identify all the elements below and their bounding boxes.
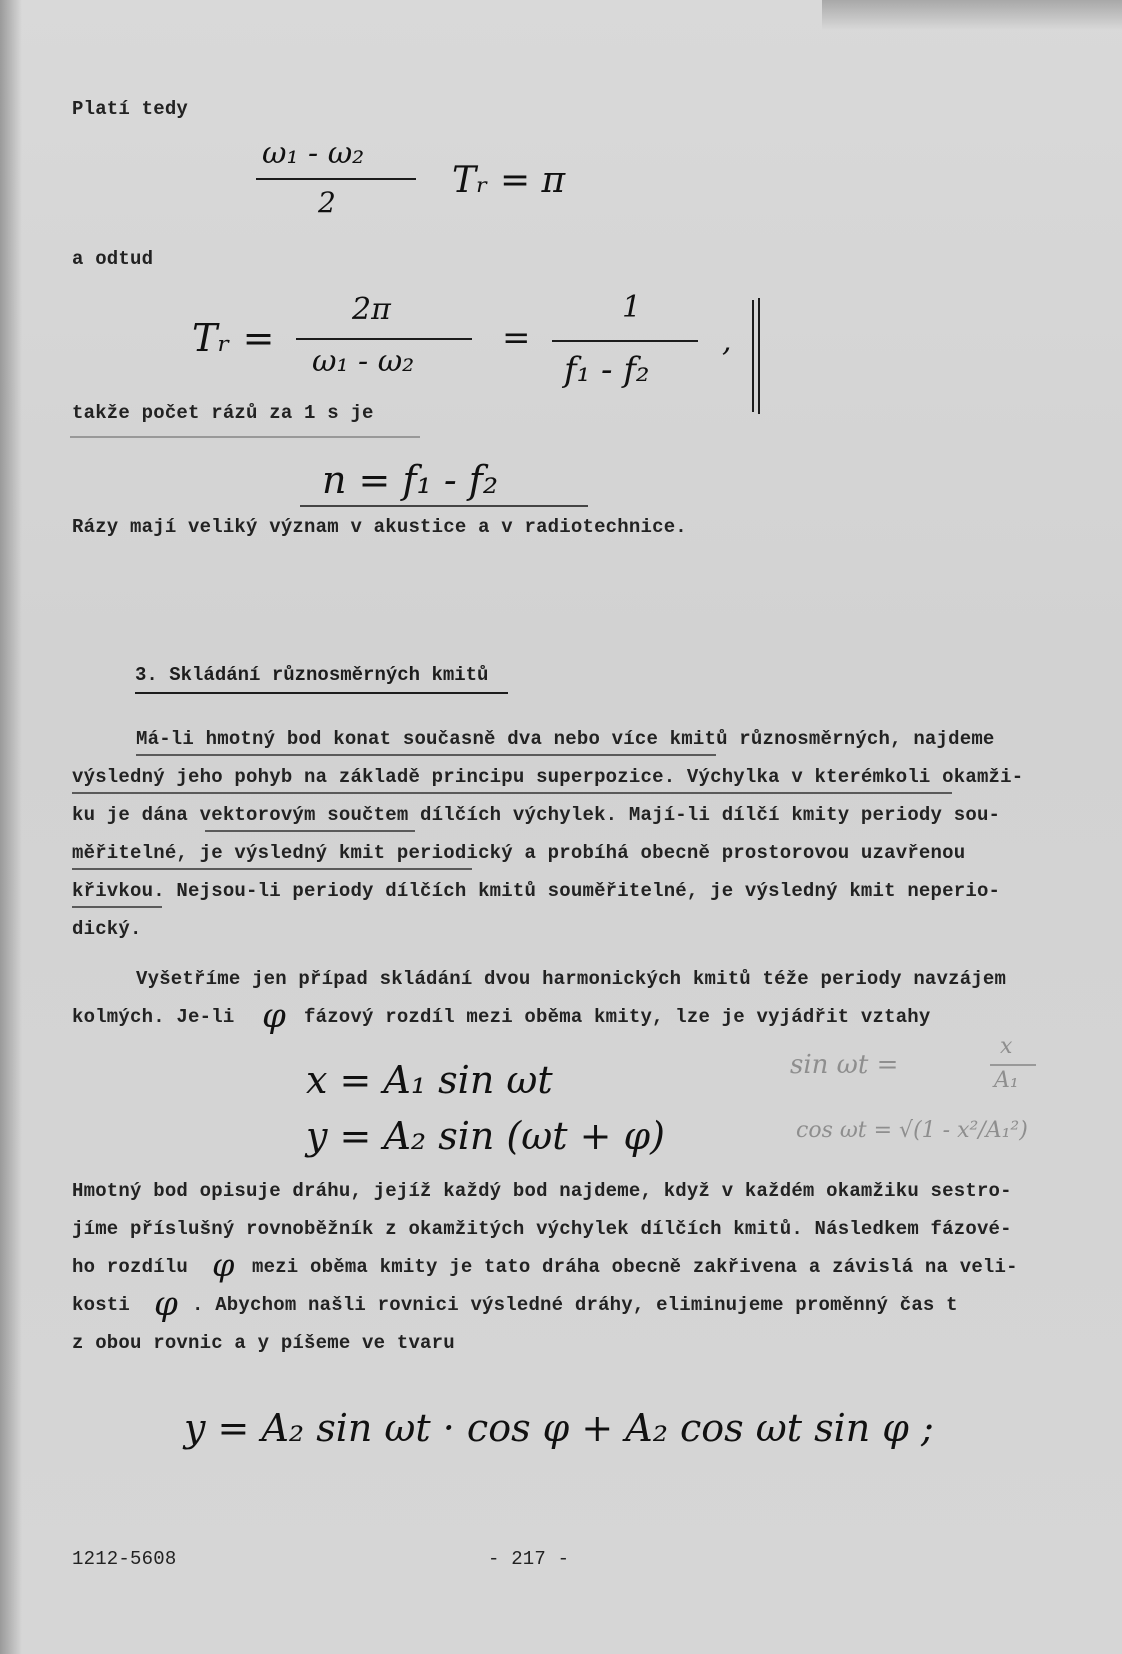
para1-line: Má-li hmotný bod konat současně dva nebo více kmitů různosměrných, najdeme — [136, 728, 995, 750]
section-heading: 3. Skládání různosměrných kmitů — [135, 664, 508, 694]
count-text-pencil-line — [70, 436, 420, 438]
eq1-rhs: Tᵣ = π — [452, 160, 566, 201]
pencil-underline — [205, 830, 415, 832]
phi-symbol: φ — [212, 1246, 235, 1284]
para3-line: Hmotný bod opisuje dráhu, jejíž každý bod najdeme, když v každém okamžiku sestro- — [72, 1180, 1012, 1202]
pencil-underline — [136, 754, 716, 756]
para3-line: mezi oběma kmity je tato dráha obecně zakřivena a závislá na veli- — [252, 1256, 1018, 1278]
para3-line: z obou rovnic a y píšeme ve tvaru — [72, 1332, 455, 1354]
eq2-lhs: Tᵣ = — [192, 316, 275, 360]
eq1-fraction-bar — [256, 178, 416, 180]
summary-text: Rázy mají veliký význam v akustice a v radiotechnice. — [72, 516, 687, 538]
eq2-frac1-den: ω₁ - ω₂ — [312, 344, 415, 379]
pencil-note-frac-den: A₁ — [994, 1068, 1019, 1093]
para1-line: dický. — [72, 918, 142, 940]
pencil-note-cos: cos ωt = √(1 - x²/A₁²) — [796, 1118, 1028, 1143]
intro-text: Platí tedy — [72, 98, 189, 120]
para1-line: měřitelné, je výsledný kmit periodický a probíhá obecně prostorovou uzavřenou — [72, 842, 966, 864]
eq3: n = f₁ - f₂ — [322, 458, 499, 502]
eq2-frac2-bar — [552, 340, 698, 342]
margin-bar-2 — [758, 298, 760, 414]
para2-line: Vyšetříme jen případ skládání dvou harmonických kmitů téže periody navzájem — [136, 968, 1007, 990]
pencil-note-frac-num: x — [1000, 1034, 1013, 1059]
para3-line: ho rozdílu — [72, 1256, 189, 1278]
pencil-underline — [72, 906, 162, 908]
eq3-underline — [300, 505, 588, 507]
eq2-eq-sign: = — [502, 318, 531, 358]
para3-line: kosti — [72, 1294, 131, 1316]
para1-line: výsledný jeho pohyb na základě principu superpozice. Výchylka v kterémkoli okamži- — [72, 766, 1024, 788]
pencil-underline — [72, 792, 952, 794]
eq1-numerator: ω₁ - ω₂ — [262, 136, 365, 171]
para2-line: fázový rozdíl mezi oběma kmity, lze je vyjádřit vztahy — [304, 1006, 931, 1028]
pencil-note-frac-bar — [990, 1064, 1036, 1066]
eq-y: y = A₂ sin (ωt + φ) — [306, 1114, 665, 1158]
eq2-frac2-den: f₁ - f₂ — [564, 350, 650, 390]
eq2-frac1-num: 2π — [352, 292, 391, 327]
eq-x: x = A₁ sin ωt — [306, 1058, 553, 1102]
para2-line: kolmých. Je-li — [72, 1006, 235, 1028]
footer-page-number: - 217 - — [488, 1548, 570, 1570]
odtud-text: a odtud — [72, 248, 154, 270]
eq2-comma: , — [722, 324, 732, 359]
pencil-underline — [72, 868, 472, 870]
eq2-frac2-num: 1 — [622, 290, 642, 325]
phi-symbol: φ — [154, 1284, 178, 1324]
count-text: takže počet rázů za 1 s je — [72, 402, 374, 424]
eq1-denominator: 2 — [318, 186, 336, 219]
para3-line: . Abychom našli rovnici výsledné dráhy, eliminujeme proměnný čas t — [192, 1294, 958, 1316]
footer-doc-number: 1212-5608 — [72, 1548, 177, 1570]
margin-bar-1 — [752, 300, 754, 412]
eq2-frac1-bar — [296, 338, 472, 340]
eq-final: y = A₂ sin ωt · cos φ + A₂ cos ωt sin φ ; — [184, 1406, 934, 1450]
phi-symbol: φ — [262, 996, 286, 1036]
para3-line: jíme příslušný rovnoběžník z okamžitých výchylek dílčích kmitů. Následkem fázové- — [72, 1218, 1012, 1240]
para1-line: křivkou. Nejsou-li periody dílčích kmitů souměřitelné, je výsledný kmit neperio- — [72, 880, 1001, 902]
pencil-note-sin: sin ωt = — [790, 1050, 899, 1080]
para1-line: ku je dána vektorovým součtem dílčích výchylek. Mají-li dílčí kmity periody sou- — [72, 804, 1001, 826]
